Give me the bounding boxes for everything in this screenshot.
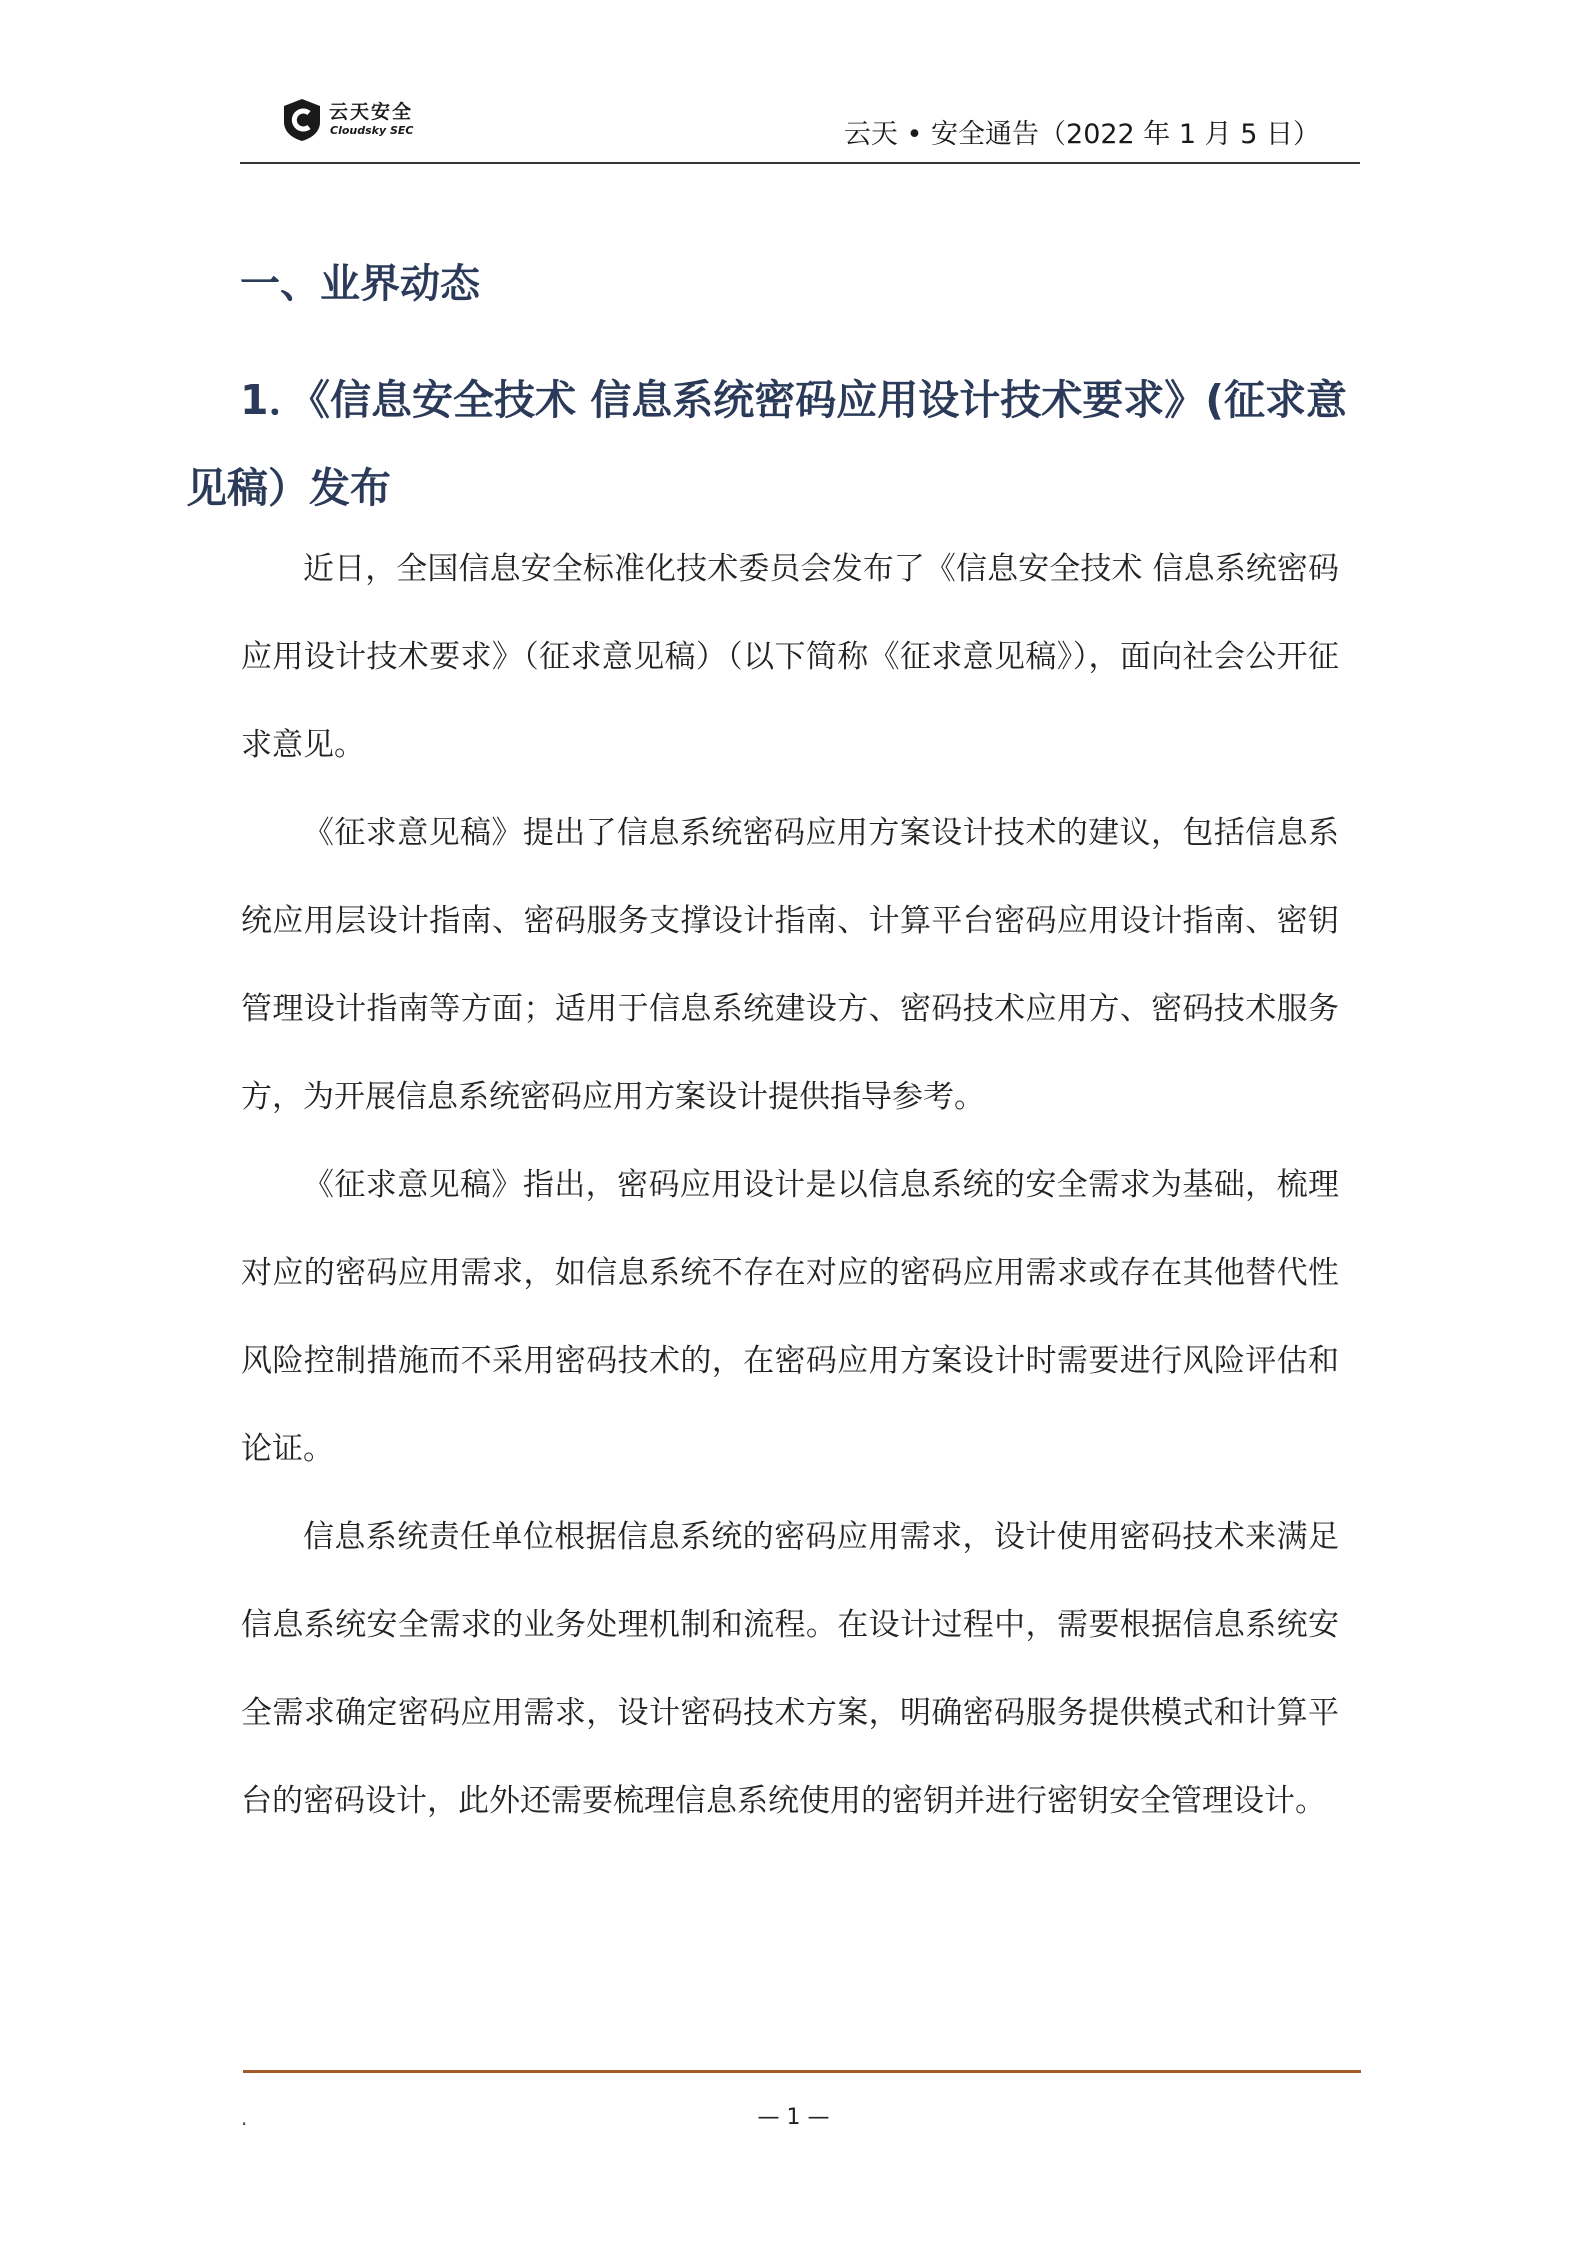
article-body <box>241 525 1339 1845</box>
logo-name-en: Cloudsky SEC <box>330 124 414 137</box>
shield-c-icon <box>282 98 322 142</box>
company-logo <box>282 96 482 146</box>
section-heading: 一、业界动态 <box>240 261 480 307</box>
paragraph-4: 信息系统责任单位根据信息系统的密码应用需求，设计使用密码技术来满足信息系统安全需求的业务处理机制和流程。在设计过程中，需要根据信息系统安全需求确定密码应用需求，设计密码技术方案，明确密码服务提供模式和计算平台的密码设计，此外还需要梳理信息系统使用的密钥并进行密钥安全管理设计。 <box>241 1519 1339 1819</box>
paragraph-3: 《征求意见稿》指出，密码应用设计是以信息系统的安全需求为基础，梳理对应的密码应用需求，如信息系统不存在对应的密码应用需求或存在其他替代性风险控制措施而不采用密码技术的，在密码应用方案设计时需要进行风险评估和论证。 <box>241 1167 1339 1467</box>
footer-rule <box>243 2070 1361 2073</box>
page-number: — 1 — <box>757 2105 830 2130</box>
bulletin-title: 云天 • 安全通告（2022 年 1 月 5 日） <box>843 119 1320 150</box>
article-title: 1．《信息安全技术 信息系统密码应用设计技术要求》(征求意见稿）发布 <box>186 376 1348 512</box>
logo-name-cn: 云天安全 <box>329 101 414 123</box>
footer-dot: . <box>241 2106 248 2130</box>
paragraph-1: 近日，全国信息安全标准化技术委员会发布了《信息安全技术 信息系统密码应用设计技术要求》（征求意见稿）（以下简称《征求意见稿》），面向社会公开征求意见。 <box>241 551 1339 763</box>
page-header <box>240 88 1360 164</box>
paragraph-2: 《征求意见稿》提出了信息系统密码应用方案设计技术的建议，包括信息系统应用层设计指南、密码服务支撑设计指南、计算平台密码应用设计指南、密钥管理设计指南等方面；适用于信息系统建设方、密码技术应用方、密码技术服务方，为开展信息系统密码应用方案设计提供指导参考。 <box>241 815 1339 1115</box>
